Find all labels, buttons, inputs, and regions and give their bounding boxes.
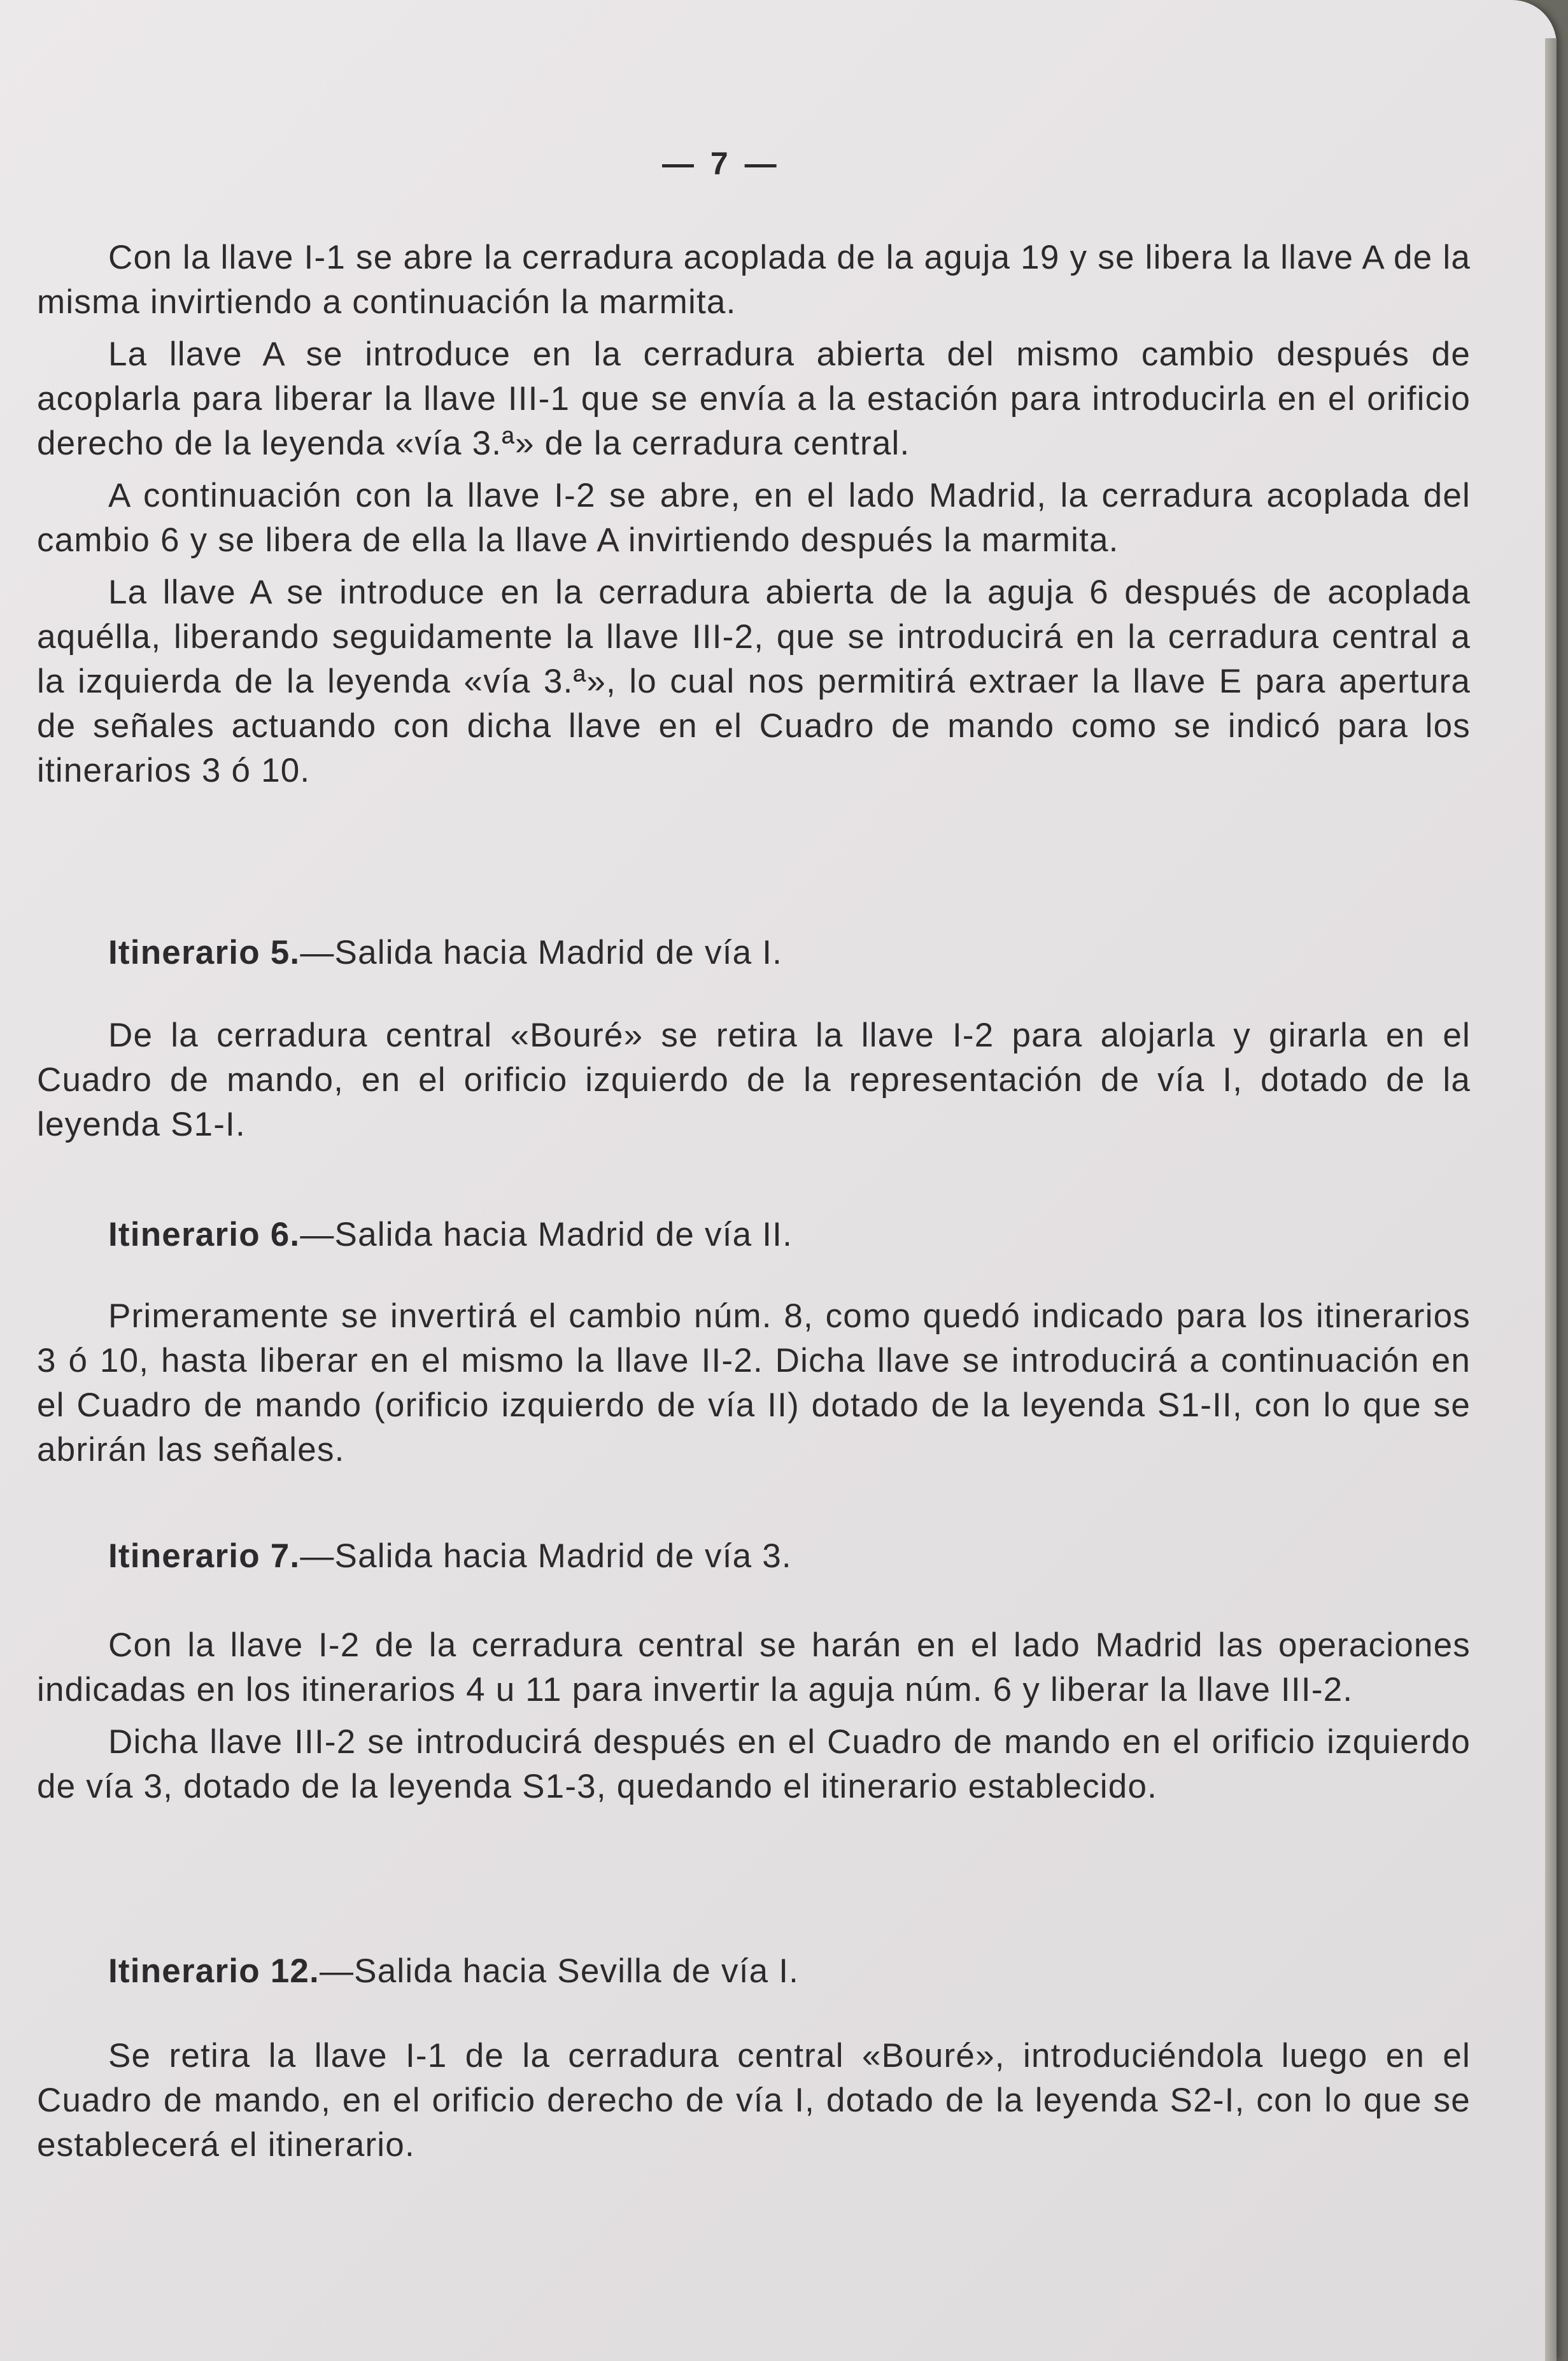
page-edge <box>1545 38 1557 2361</box>
section-body <box>37 1294 1471 1472</box>
section-body <box>37 2034 1471 2167</box>
section-heading <box>108 1949 799 1994</box>
paragraph: La llave A se introduce en la cerradura abierta del mismo cambio después de acoplarla para liberar la llave III-1 que se envía a la estación para introducirla en el orificio derecho de la leyenda «vía 3.ª» de la cerradura central. <box>37 335 1471 462</box>
paragraph: Con la llave I-2 de la cerradura central se harán en el lado Madrid las operaciones indicadas en los itinerarios 4 u 11 para invertir la aguja núm. 6 y liberar la llave III-2. <box>37 1626 1471 1709</box>
paragraph: A continuación con la llave I-2 se abre, en el lado Madrid, la cerradura acoplada del cambio 6 y se libera de ella la llave A invirtiendo después la marmita. <box>37 477 1471 559</box>
section-heading-bold: Itinerario 6. <box>108 1216 300 1253</box>
page-number: — 7 — <box>662 146 780 181</box>
paragraph: Se retira la llave I-1 de la cerradura central «Bouré», introduciéndola luego en el Cuadro de mando, en el orificio derecho de vía I, dotado de la leyenda S2-I, con lo que se establecerá el itinerario. <box>37 2037 1471 2164</box>
section-body <box>37 1013 1471 1147</box>
intro-block <box>37 236 1471 793</box>
section-heading-text: —Salida hacia Madrid de vía II. <box>300 1216 793 1253</box>
paragraph: La llave A se introduce en la cerradura abierta de la aguja 6 después de acoplada aquélla, liberando seguidamente la llave III-2, que se introducirá en la cerradura central a la izquierda de la leyenda «vía 3.ª», lo cual nos permitirá extraer la llave E para apertura de señales actuando con dicha llave en el Cuadro de mando como se indicó para los itinerarios 3 ó 10. <box>37 574 1471 789</box>
paragraph: Dicha llave III-2 se introducirá después en el Cuadro de mando en el orificio izquierdo de vía 3, dotado de la leyenda S1-3, quedando el itinerario establecido. <box>37 1723 1471 1805</box>
paragraph: De la cerradura central «Bouré» se retira la llave I-2 para alojarla y girarla en el Cuadro de mando, en el orificio izquierdo de la representación de vía I, dotado de la leyenda S1-I. <box>37 1017 1471 1143</box>
section-heading <box>108 1213 793 1257</box>
section-heading-bold: Itinerario 7. <box>108 1537 300 1575</box>
section-heading-text: —Salida hacia Madrid de vía 3. <box>300 1537 792 1575</box>
paragraph: Con la llave I-1 se abre la cerradura acoplada de la aguja 19 y se libera la llave A de la misma invirtiendo a continuación la marmita. <box>37 239 1471 321</box>
section-heading-text: —Salida hacia Madrid de vía I. <box>300 934 783 971</box>
section-heading-text: —Salida hacia Sevilla de vía I. <box>319 1952 800 1990</box>
paragraph: Primeramente se invertirá el cambio núm. 8, como quedó indicado para los itinerarios 3 ó 10, hasta liberar en el mismo la llave II-2. Dicha llave se introducirá a continuación en el Cuadro de mando (orificio izquierdo de vía II) dotado de la leyenda S1-II, con lo que se abrirán las señales. <box>37 1297 1471 1469</box>
section-heading-bold: Itinerario 5. <box>108 934 300 971</box>
section-body <box>37 1623 1471 1809</box>
section-heading-bold: Itinerario 12. <box>108 1952 320 1990</box>
section-heading <box>108 1534 792 1579</box>
section-heading <box>108 931 782 975</box>
